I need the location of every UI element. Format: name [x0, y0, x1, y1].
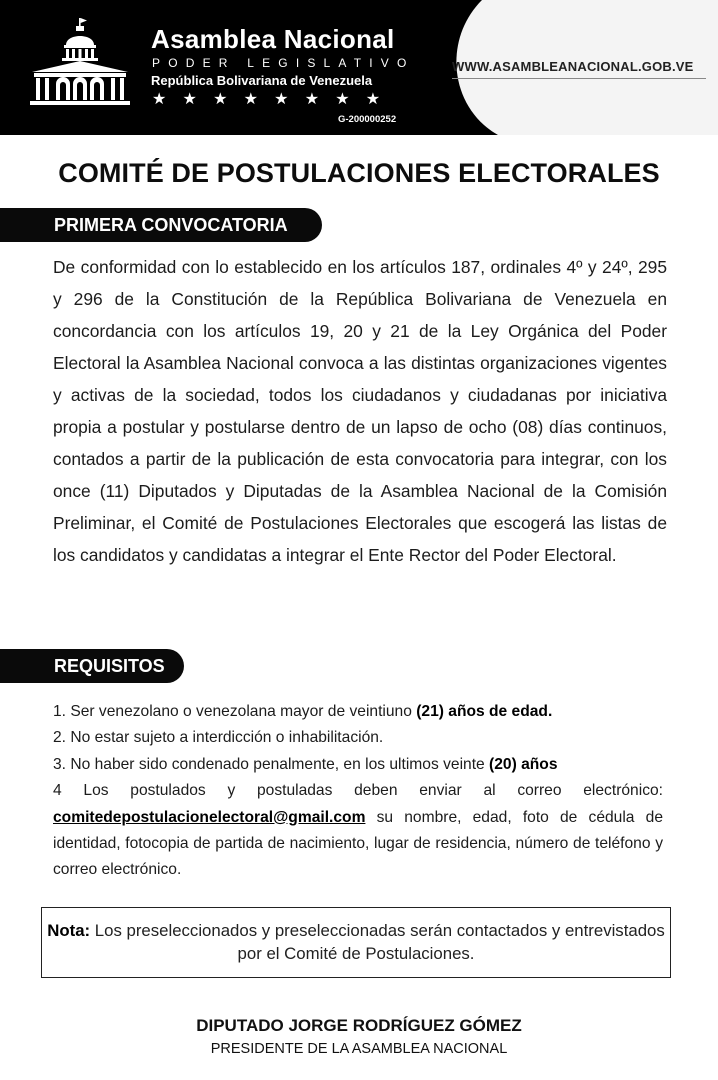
- requirements-list: [53, 699, 663, 884]
- website-link[interactable]: WWW.ASAMBLEANACIONAL.GOB.VE: [452, 59, 694, 74]
- requirement-item: [53, 699, 663, 725]
- requirement-emphasis: (21) años de edad.: [416, 703, 553, 720]
- requirement-text: su nombre, edad, foto de cédula de identidad, fotocopia de partida de nacimiento, lugar de residencia, número de teléfono y correo electrónico.: [53, 808, 663, 879]
- note-box: [41, 907, 671, 978]
- requirement-text: 3. No haber sido condenado penalmente, en los ultimos veinte: [53, 755, 490, 773]
- brand-subtitle: PODER LEGISLATIVO: [152, 56, 415, 70]
- requirement-text: 2. No estar sujeto a interdicción o inhabilitación.: [53, 729, 384, 747]
- convocatoria-paragraph: De conformidad con lo establecido en los artículos 187, ordinales 4º y 24º, 295 y 296 de la Constitución de la República Bolivariana de Venezuela en concordancia con los artículos 19, 20 y 21 de la Ley Orgánica del Poder Electoral la Asamblea Nacional convoca a las distintas organizaciones vigentes y activas de la sociedad, todos los ciudadanos y ciudadanas por iniciativa propia a postular y postularse dentro de un lapso de ocho (08) días continuos, contados a partir de la publicación de esta convocatoria para integrar, con los once (11) Diputados y Diputadas de la Asamblea Nacional de la Comisión Preliminar, el Comité de Postulaciones Electorales que escogerá las listas de los candidatos y candidatas a integrar el Ente Rector del Poder Electoral.: [53, 257, 667, 565]
- rif-number: G-200000252: [338, 114, 397, 125]
- brand-country: República Bolivariana de Venezuela: [151, 73, 373, 88]
- email-link[interactable]: comitedepostulacionelectoral@gmail.com: [53, 808, 366, 826]
- signatory-name: DIPUTADO JORGE RODRÍGUEZ GÓMEZ: [196, 1016, 522, 1035]
- header-banner: [0, 0, 718, 135]
- requirement-text: 4 Los postulados y postuladas deben enviar al correo electrónico:: [53, 782, 663, 800]
- section-label-convocatoria: PRIMERA CONVOCATORIA: [0, 208, 322, 242]
- capitol-building-icon: [30, 18, 130, 108]
- requirement-item: [53, 725, 663, 751]
- requirement-emphasis: (20) años: [489, 755, 558, 773]
- page-title: COMITÉ DE POSTULACIONES ELECTORALES: [58, 158, 660, 188]
- note-label: Nota:: [47, 921, 91, 940]
- signatory-role: PRESIDENTE DE LA ASAMBLEA NACIONAL: [210, 1041, 508, 1057]
- website-underline: [452, 78, 706, 79]
- star-row: ★★★★★★★★: [152, 91, 397, 108]
- brand-title: Asamblea Nacional: [151, 24, 395, 54]
- note-text: Los preseleccionados y preseleccionadas serán contactados y entrevistados por el Comité de Postulaciones.: [90, 921, 665, 963]
- requirement-text: 1. Ser venezolano o venezolana mayor de veintiuno: [53, 703, 417, 720]
- requirement-item: [53, 778, 663, 884]
- requirement-item: [53, 752, 663, 778]
- section-label-requisitos: REQUISITOS: [0, 649, 184, 683]
